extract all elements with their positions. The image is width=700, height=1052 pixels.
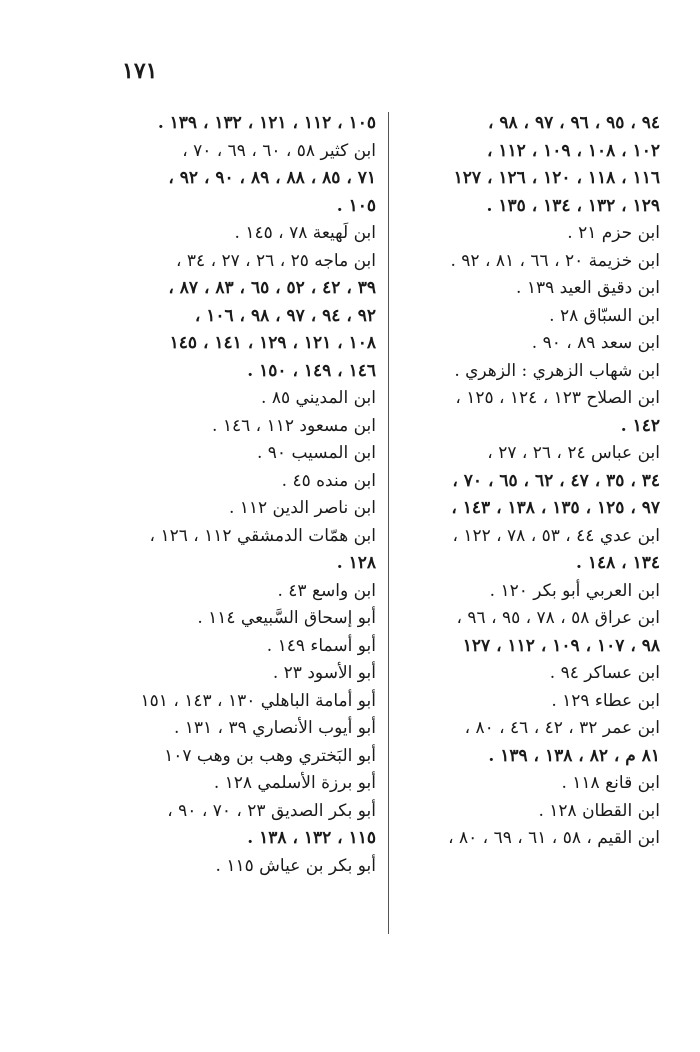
index-line: ابن العربي أبو بكر ١٢٠ .	[489, 580, 660, 601]
index-line: ابن عراق ٥٨ ، ٧٨ ، ٩٥ ، ٩٦ ،	[456, 608, 660, 628]
index-line: ابن عطاء ١٢٩ .	[551, 690, 660, 711]
index-line: ابن مسعود ١١٢ ، ١٤٦ .	[212, 415, 376, 436]
index-line: ٧١ ، ٨٥ ، ٨٨ ، ٨٩ ، ٩٠ ، ٩٢ ،	[168, 168, 376, 188]
index-line: ٨١ م ، ٨٢ ، ١٣٨ ، ١٣٩ .	[488, 745, 660, 766]
index-line: ابن حزم ٢١ .	[567, 223, 660, 243]
index-line: ١٠٢ ، ١٠٨ ، ١٠٩ ، ١١٢ ،	[486, 140, 660, 161]
index-line: أبو أمامة الباهلي ١٣٠ ، ١٤٣ ، ١٥١	[140, 690, 376, 711]
index-line: أبو برزة الأسلمي ١٢٨ .	[213, 773, 376, 793]
column-divider	[388, 112, 389, 934]
index-line: أبو بكر الصديق ٢٣ ، ٧٠ ، ٩٠ ،	[167, 800, 376, 821]
index-line: ابن دقيق العيد ١٣٩ .	[516, 278, 660, 298]
index-line: ٩٢ ، ٩٤ ، ٩٧ ، ٩٨ ، ١٠٦ ،	[194, 305, 376, 326]
index-line: ابن القيم ، ٥٨ ، ٦١ ، ٦٩ ، ٨٠ ،	[448, 828, 660, 848]
index-line: ابن همّات الدمشقي ١١٢ ، ١٢٦ ،	[149, 525, 376, 546]
page-number: ١٧١	[122, 58, 158, 84]
index-line: أبو بكر بن عياش ١١٥ .	[215, 855, 376, 876]
index-line: أبو الأسود ٢٣ .	[272, 663, 376, 683]
index-line: ابن ناصر الدين ١١٢ .	[228, 498, 376, 518]
index-line: ابن واسع ٤٣ .	[277, 580, 376, 601]
index-line: ١٣٤ ، ١٤٨ .	[576, 553, 660, 573]
index-line: ١٤٢ .	[620, 415, 660, 436]
index-line: ١٢٩ ، ١٣٢ ، ١٣٤ ، ١٣٥ .	[486, 195, 660, 216]
index-line: ١١٦ ، ١١٨ ، ١٢٠ ، ١٢٦ ، ١٢٧	[453, 168, 660, 188]
index-line: ابن قانع ١١٨ .	[561, 773, 660, 793]
index-line: ابن لَهيعة ٧٨ ، ١٤٥ .	[234, 223, 376, 243]
index-line: ابن ماجه ٢٥ ، ٢٦ ، ٢٧ ، ٣٤ ،	[176, 250, 376, 271]
index-line: ابن عمر ٣٢ ، ٤٢ ، ٤٦ ، ٨٠ ،	[464, 718, 660, 738]
index-line: ابن خزيمة ٢٠ ، ٦٦ ، ٨١ ، ٩٢ .	[450, 250, 660, 271]
index-line: ابن عدي ٤٤ ، ٥٣ ، ٧٨ ، ١٢٢ ،	[452, 525, 660, 546]
index-line: ١٠٥ ، ١١٢ ، ١٢١ ، ١٣٢ ، ١٣٩ .	[157, 113, 376, 133]
index-line: ابن المسيب ٩٠ .	[256, 443, 376, 463]
index-line: ١٢٨ .	[336, 553, 376, 573]
index-line: أبو أسماء ١٤٩ .	[266, 635, 376, 656]
index-line: ٣٤ ، ٣٥ ، ٤٧ ، ٦٢ ، ٦٥ ، ٧٠ ،	[452, 470, 660, 491]
index-line: أبو البَختري وهب بن وهب ١٠٧	[164, 745, 376, 766]
index-column-right	[402, 110, 660, 853]
index-line: ابن القطان ١٢٨ .	[538, 800, 660, 821]
index-line: ابن كثير ٥٨ ، ٦٠ ، ٦٩ ، ٧٠ ،	[182, 140, 376, 161]
index-column-left	[118, 110, 376, 880]
index-line: ابن السبّاق ٢٨ .	[549, 305, 660, 326]
index-line: ١٤٦ ، ١٤٩ ، ١٥٠ .	[247, 360, 376, 381]
index-line: أبو إسحاق السَّبيعي ١١٤ .	[197, 608, 376, 628]
index-line: ابن منده ٤٥ .	[281, 470, 376, 491]
index-line: ابن الصلاح ١٢٣ ، ١٢٤ ، ١٢٥ ،	[455, 388, 660, 408]
index-line: ابن المديني ٨٥ .	[261, 388, 376, 408]
index-line: ٩٧ ، ١٢٥ ، ١٣٥ ، ١٣٨ ، ١٤٣ ،	[451, 498, 660, 518]
index-line: ابن عباس ٢٤ ، ٢٦ ، ٢٧ ،	[487, 443, 660, 463]
index-line: ابن عساكر ٩٤ .	[549, 663, 660, 683]
index-line: ابن شهاب الزهري : الزهري .	[454, 360, 660, 381]
index-line: ٩٤ ، ٩٥ ، ٩٦ ، ٩٧ ، ٩٨ ،	[487, 113, 660, 133]
index-line: أبو أيوب الأنصاري ٣٩ ، ١٣١ .	[173, 718, 376, 738]
index-line: ١٠٨ ، ١٢١ ، ١٢٩ ، ١٤١ ، ١٤٥	[169, 333, 376, 353]
index-line: ٩٨ ، ١٠٧ ، ١٠٩ ، ١١٢ ، ١٢٧	[462, 635, 660, 656]
index-line: ٣٩ ، ٤٢ ، ٥٢ ، ٦٥ ، ٨٣ ، ٨٧ ،	[168, 278, 376, 298]
index-line: ١١٥ ، ١٣٢ ، ١٣٨ .	[247, 828, 376, 848]
index-line: ابن سعد ٨٩ ، ٩٠ .	[531, 333, 660, 353]
index-line: ١٠٥ .	[336, 195, 376, 216]
